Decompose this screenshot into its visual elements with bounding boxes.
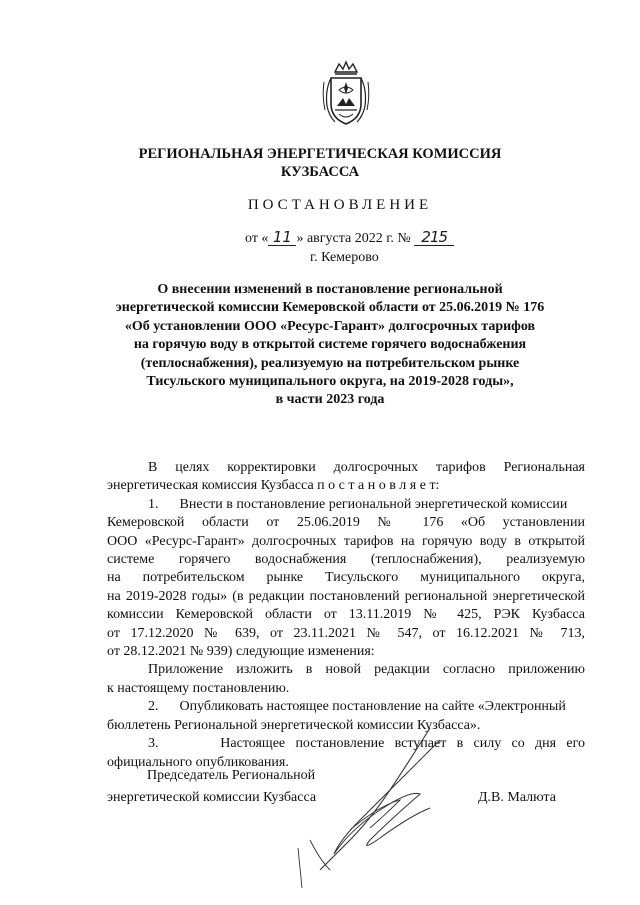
body-line: Приложение изложить в новой редакции согласно приложению <box>148 662 585 678</box>
title-line: в части 2023 года <box>275 392 385 408</box>
body-line: на потребительском рынке Тисульского муниципального округа, <box>107 570 585 586</box>
organization-name: РЕГИОНАЛЬНАЯ ЭНЕРГЕТИЧЕСКАЯ КОМИССИЯ <box>138 146 502 162</box>
body-line: 2. Опубликовать настоящее постановление на сайте «Электронный <box>148 699 566 715</box>
body-line: ООО «Ресурс-Гарант» долгосрочных тарифов на горячую воду в открытой <box>107 533 585 549</box>
title-line: Тисульского муниципального округа, на 2019-2028 годы», <box>146 374 514 390</box>
title-line: «Об установлении ООО «Ресурс-Гарант» долгосрочных тарифов <box>124 318 536 334</box>
date-prefix: от « <box>245 231 269 246</box>
title-line: (теплоснабжения), реализуемую на потребительском рынке <box>140 355 520 371</box>
body-line: 1. Внести в постановление региональной энергетической комиссии <box>148 496 568 512</box>
body-line: В целях корректировки долгосрочных тарифов Региональная <box>148 460 585 475</box>
body-line: бюллетень Региональной энергетической комиссии Кузбасса». <box>107 717 481 733</box>
body-line: энергетическая комиссия Кузбасса п о с т а н о в л я е т: <box>107 478 440 494</box>
title-line: энергетической комиссии Кемеровской области от 25.06.2019 № 176 <box>115 300 545 316</box>
title-line: на горячую воду в открытой системе горячего водоснабжения <box>133 337 527 353</box>
signatory-position-line1: Председатель Региональной <box>147 768 316 783</box>
organization-region: КУЗБАССА <box>280 164 360 180</box>
body-line: на 2019-2028 годы» (в редакции постановлений региональной энергетической <box>107 588 585 604</box>
date-middle: » августа 2022 г. № <box>296 231 411 246</box>
date-day-handwritten: 11 <box>268 230 296 246</box>
body-line: от 28.12.2021 № 939) следующие изменения: <box>107 644 375 660</box>
body-line: комиссии Кемеровской области от 13.11.2019 № 425, РЭК Кузбасса <box>107 607 585 623</box>
handwritten-signature <box>290 720 470 890</box>
body-line: 3. Настоящее постановление вступает в силу со дня его <box>148 736 585 752</box>
document-date-line <box>245 230 454 247</box>
document-title <box>110 281 550 410</box>
body-line: системе горячего водоснабжения (теплоснабжения), реализуемую <box>107 552 585 568</box>
signatory-position-line2: энергетической комиссии Кузбасса <box>107 790 317 805</box>
body-line: к настоящему постановлению. <box>107 680 290 696</box>
document-city: г. Кемерово <box>310 250 379 265</box>
coat-of-arms-icon <box>321 60 371 128</box>
document-number-handwritten: 215 <box>414 230 454 246</box>
document-type: ПОСТАНОВЛЕНИЕ <box>247 197 433 213</box>
signatory-name: Д.В. Малюта <box>478 790 556 805</box>
body-line: Кемеровской области от 25.06.2019 № 176 «Об установлении <box>107 515 585 531</box>
body-line: официального опубликования. <box>107 754 289 770</box>
body-line: от 17.12.2020 № 639, от 23.11.2021 № 547, от 16.12.2021 № 713, <box>107 625 585 641</box>
title-line: О внесении изменений в постановление региональной <box>157 282 503 297</box>
